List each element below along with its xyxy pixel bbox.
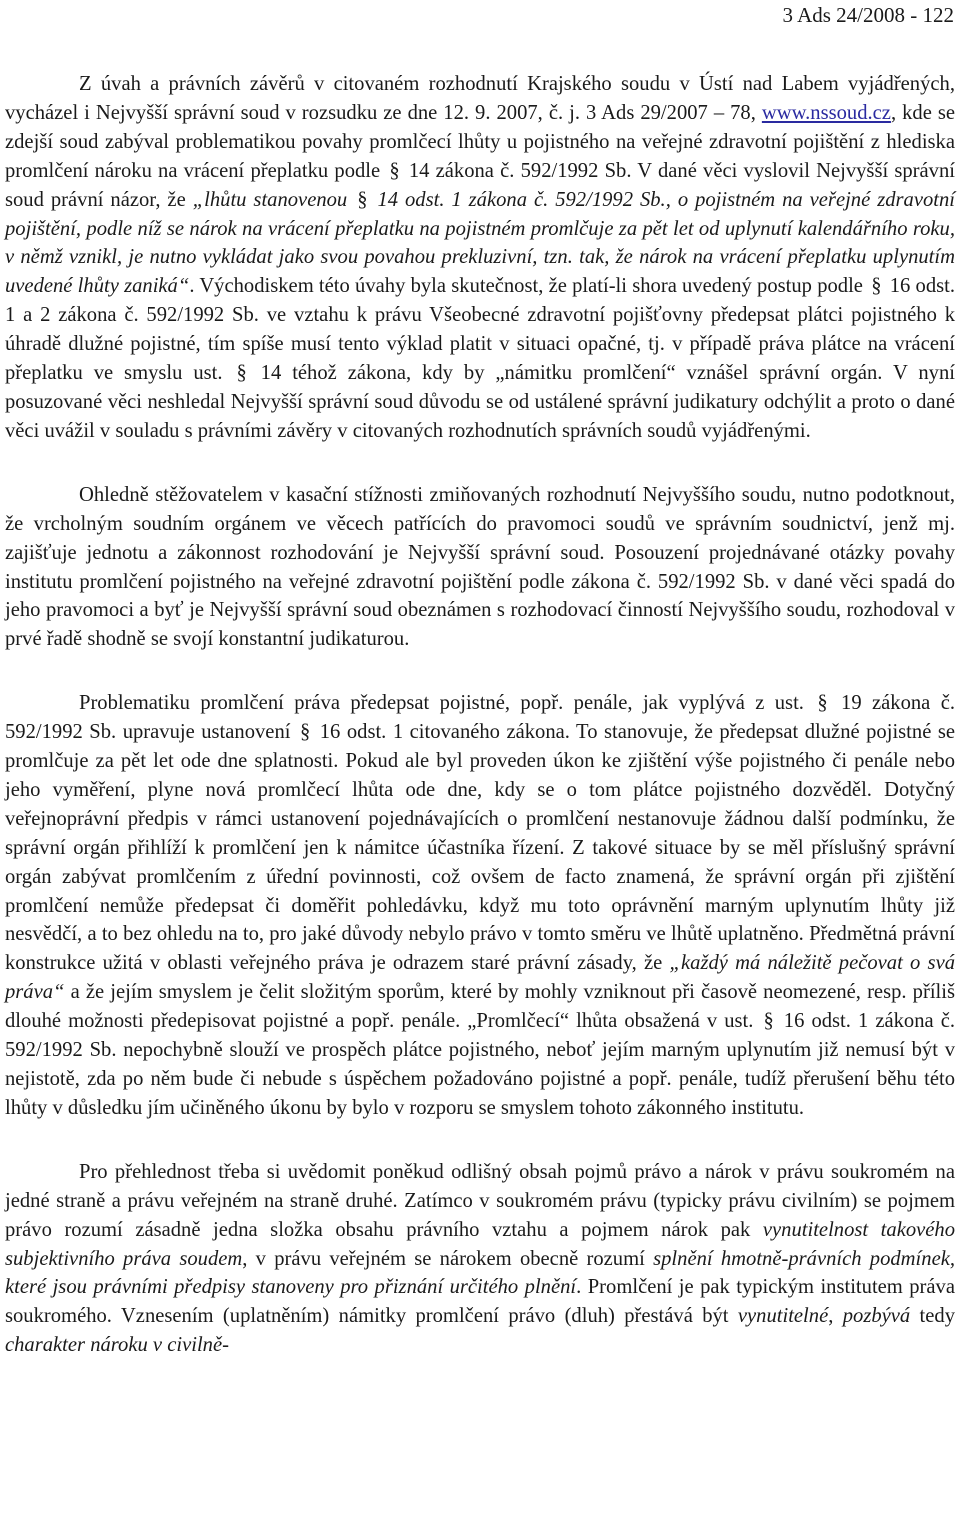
text-run: 16 odst. 1 citovaného zákona. To stanovuje, že předepsat dlužné pojistné se promlčuje za pět let ode dne splatnosti. Pokud ale byl proveden úkon ke zjištění výše pojistného či penále nebo jeho vyměření, plyne nová promlčecí lhůta ode dne, kdy se o tom plátce pojistného dozvěděl. Dotyčný veřejnoprávní předpis v rámci ustanovení pojednávajících o promlčení nestanovuje žádnou další podmínku, že správní orgán přihlíží k promlčení jen k námitce účastníka řízení. Z takové situace by se měl příslušný správní orgán zabývat promlčením z úřední povinnosti, což ovšem de facto znamená, že správní orgán při zjištění promlčení nemůže předepsat či doměřit pohledávku, když mu toto oprávnění marným uplynutím lhůty již nesvědčí, a to bez ohledu na to, pro jaké důvody nebylo právo v tomto směru ve lhůtě uplatněno. Předmětná právní konstrukce užitá v oblasti veřejného práva je odrazem staré právní zásady, že bbox=[5, 721, 955, 975]
section-symbol: § bbox=[357, 188, 368, 211]
text-run: 16 odst. 1 a 2 zákona č. 592/1992 Sb. ve vztahu k právu Všeobecné zdravotní pojišťovny předepsat plátci pojistného k úhradě dlužné pojistné, tím spíše musí tento výklad platit v situaci opačné, tj. v případě práva plátce na vrácení přeplatku ve smyslu ust. bbox=[5, 275, 956, 385]
italic-quote: pozbývá bbox=[842, 1305, 911, 1328]
italic-quote: charakter nároku v civilně- bbox=[5, 1334, 229, 1357]
text-run: 14 téhož zákona, kdy by „námitku promlčení“ vznášel správní orgán. V nyní posuzované věci neshledal Nejvyšší správní soud důvodu se od ustálené správní judikatury odchýlit a proto o dané věci uvážil v souladu s právními závěry v citovaných rozhodnutích správních soudů vyjádřenými. bbox=[5, 362, 955, 442]
section-symbol: § bbox=[389, 159, 400, 182]
text-run: , bbox=[828, 1305, 843, 1328]
section-symbol: § bbox=[871, 275, 882, 298]
text-run: , v právu veřejném se nárokem obecně rozumí bbox=[242, 1247, 654, 1270]
italic-quote: splnění hmotně-právních podmínek, které jsou právními předpisy stanoveny pro přiznání určitého plnění bbox=[5, 1247, 956, 1299]
italic-quote: 14 odst. 1 zákona č. 592/1992 Sb., o pojistném na veřejné zdravotní pojištění, podle níž se nárok na vrácení přeplatku na pojistném promlčuje za pět let od uplynutí kalendářního roku, v němž vznikl, je nutno vykládat jako svou povahou prekluzivní, tzn. tak, že nárok na vrácení přeplatku uplynutím uvedené lhůty zaniká“ bbox=[5, 188, 956, 298]
section-symbol: § bbox=[236, 362, 247, 385]
section-symbol: § bbox=[763, 1010, 774, 1033]
italic-quote: „lhůtu stanovenou bbox=[192, 188, 355, 211]
paragraph bbox=[5, 1158, 955, 1360]
text-run: tedy bbox=[910, 1305, 956, 1328]
text-run: Z úvah a právních závěrů v citovaném rozhodnutí Krajského soudu v Ústí nad Labem vyjádřených, vycházel i Nejvyšší správní soud v rozsudku ze dne 12. 9. 2007, č. j. 3 Ads 29/2007 – 78, bbox=[5, 73, 955, 124]
text-run: Pro přehlednost třeba si uvědomit poněkud odlišný obsah pojmů právo a nárok v právu soukromém na jedné straně a právu veřejném na straně druhé. Zatímco v soukromém právu (typicky právu civilním) se pojmem právo rozumí zásadně jedna složka obsahu právního vztahu a pojmem nárok pak bbox=[5, 1160, 955, 1241]
paragraph bbox=[5, 70, 955, 446]
text-run: . Promlčení je pak typickým institutem práva soukromého. Vznesením (uplatněním) námitky promlčení právo (dluh) přestává být bbox=[5, 1276, 955, 1328]
text-run: . Východiskem této úvahy byla skutečnost, že platí-li shora uvedený postup podle bbox=[189, 275, 869, 298]
text-run: Problematiku promlčení práva předepsat pojistné, popř. penále, jak vyplývá z ust. bbox=[79, 692, 815, 715]
text-run: , kde se zdejší soud zabýval problematikou povahy promlčecí lhůty u pojistného na veřejné zdravotní pojištění z hlediska promlčení nároku na vrácení přeplatku podle bbox=[5, 101, 955, 182]
text-run: a že jejím smyslem je čelit složitým sporům, které by mohly vzniknout při časově neomezené, resp. příliš dlouhé možnosti předepisovat pojistné a popř. penále. „Promlčecí“ lhůta obsažená v ust. bbox=[5, 981, 955, 1033]
document-body bbox=[5, 70, 955, 1360]
text-run: Ohledně stěžovatelem v kasační stížnosti zmiňovaných rozhodnutí Nejvyššího soudu, nutno podotknout, že vrcholným soudním orgánem ve věcech patřících do pravomoci soudů ve správním soudnictví, jenž mj. zajišťuje jednotu a zákonnost rozhodování je Nejvyšší správní soud. Posouzení projednávané otázky povahy institutu promlčení pojistného na veřejné zdravotní pojištění podle zákona č. 592/1992 Sb. v dané věci spadá do jeho pravomoci a byť je Nejvyšší správní soud obeznámen s rozhodovací činností Nejvyššího soudu, rozhodoval v prvé řadě shodně se svojí konstantní judikaturou. bbox=[5, 483, 955, 651]
italic-quote: vynutitelné bbox=[737, 1305, 829, 1328]
section-symbol: § bbox=[299, 721, 311, 744]
paragraph bbox=[5, 689, 955, 1123]
paragraph bbox=[5, 481, 955, 654]
web-link[interactable]: www.nssoud.cz bbox=[761, 101, 891, 124]
italic-quote: „každý má náležitě pečovat o svá práva“ bbox=[5, 952, 956, 1004]
text-run: 19 zákona č. 592/1992 Sb. upravuje ustanovení bbox=[5, 692, 956, 744]
section-symbol: § bbox=[817, 692, 828, 715]
text-run: 16 odst. 1 zákona č. 592/1992 Sb. nepochybně slouží ve prospěch plátce pojistného, neboť jejím marným uplynutím již nemusí být v nejistotě, zda po něm bude či nebude s úspěchem požadováno pojistné a popř. penále, tudíž přerušení běhu této lhůty v důsledku jím učiněného úkonu by bylo v rozporu se smyslem tohoto zákonného institutu. bbox=[5, 1010, 955, 1119]
case-number: 3 Ads 24/2008 - 122 bbox=[782, 3, 954, 27]
text-run: 14 zákona č. 592/1992 Sb. V dané věci vyslovil Nejvyšší správní soud právní názor, že bbox=[5, 159, 955, 211]
italic-quote: vynutitelnost takového subjektivního práva soudem bbox=[5, 1218, 956, 1270]
